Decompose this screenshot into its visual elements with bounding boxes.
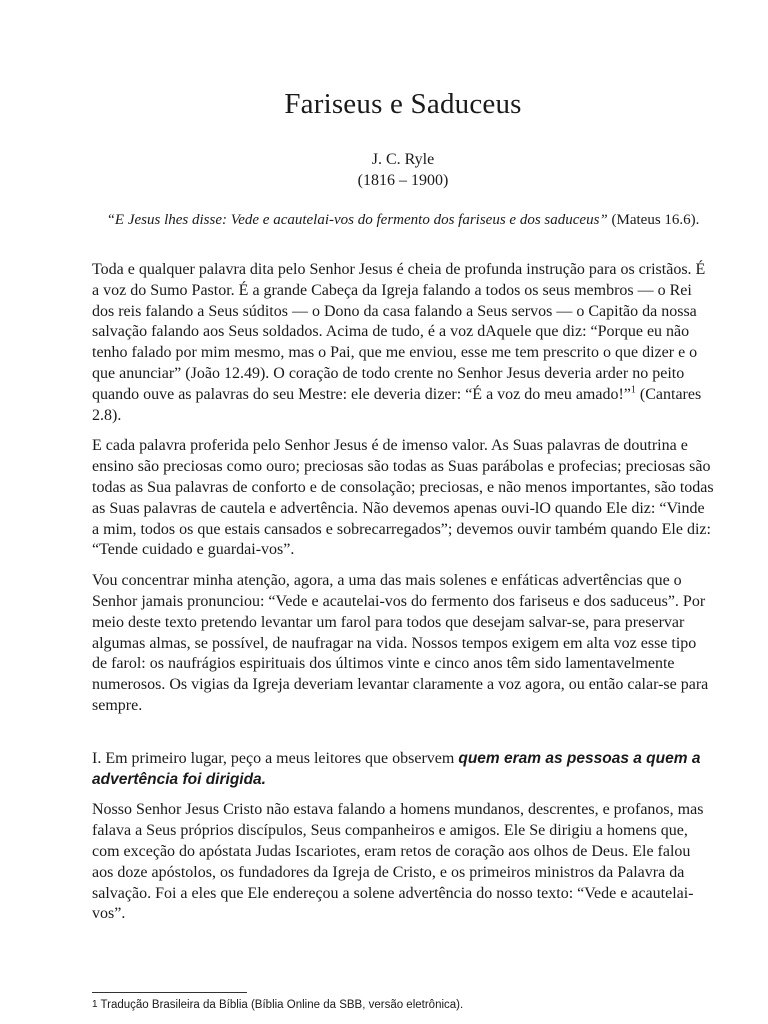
epigraph bbox=[92, 210, 714, 230]
paragraph-3: Vou concentrar minha atenção, agora, a uma das mais solenes e enfáticas advertências que o Senhor jamais pronunciou: “Vede e acautelai-vos do fermento dos fariseus e dos saduceus”. Por meio deste texto pretendo levantar um farol para todos que desejam salvar-se, para preservar algumas almas, se possível, de naufragar na vida. Nossos tempos exigem em alta voz esse tipo de farol: os naufrágios espirituais dos últimos vinte e cinco anos têm sido lamentavelmente numerosos. Os vigias da Igreja deveriam levantar claramente a voz agora, ou então calar-se para sempre. bbox=[92, 572, 709, 714]
footnote-reference[interactable]: 1 bbox=[630, 384, 636, 396]
footnote bbox=[92, 998, 463, 1012]
epigraph-reference: (Mateus 16.6). bbox=[611, 212, 700, 228]
author-block bbox=[92, 149, 714, 191]
author-name: J. C. Ryle bbox=[371, 151, 435, 168]
paragraph-1-text: Toda e qualquer palavra dita pelo Senhor Jesus é cheia de profunda instrução para os cristãos. É a voz do Sumo Pastor. É a grande Cabeça da Igreja falando a todos os seus membros — o Rei dos reis falando a Seus súditos — o Dono da casa falando a Seus servos — o Capitão da nossa salvação falando aos Seus soldados. Acima de tudo, é a voz dAquele que diz: “Porque eu não tenho falado por mim mesmo, mas o Pai, que me enviou, esse me tem prescrito o que dizer e o que anunciar” (João 12.49). O coração de todo crente no Senhor Jesus deveria arder no peito quando ouve as palavras do seu Mestre: ele deveria dizer: “É a voz do meu amado!” bbox=[92, 261, 706, 403]
document-title: Fariseus e Saduceus bbox=[284, 88, 522, 120]
epigraph-quote: “E Jesus lhes disse: Vede e acautelai-vos do fermento dos fariseus e dos saduceus” bbox=[106, 212, 608, 228]
paragraph-1 bbox=[92, 260, 714, 426]
footnote-divider bbox=[92, 992, 247, 993]
paragraph-1-tail: (Cantares 2.8). bbox=[92, 385, 702, 424]
document-page bbox=[92, 0, 714, 1024]
paragraph-2: E cada palavra proferida pelo Senhor Jesus é de imenso valor. As Suas palavras de doutrina e ensino são preciosas como ouro; preciosas são todas as Suas parábolas e profecias; preciosas são todas as Sua palavras de conforto e de consolação; preciosas, e não menos importantes, são todas as Suas palavras de cautela e advertência. Não devemos apenas ouvi-lO quando Ele diz: “Vinde a mim, todos os que estais cansados e sobrecarregados”; devemos ouvir também quando Ele diz: “Tende cuidado e guardai-vos”. bbox=[92, 437, 714, 559]
footnote-text: Tradução Brasileira da Bíblia (Bíblia Online da SBB, versão eletrônica). bbox=[97, 999, 464, 1011]
section-heading-intro: I. Em primeiro lugar, peço a meus leitores que observem bbox=[92, 749, 459, 767]
section-heading-1 bbox=[92, 749, 714, 791]
section-heading-emphasis: quem eram as pessoas a quem a advertência foi dirigida. bbox=[92, 749, 701, 788]
author-years: (1816 – 1900) bbox=[357, 172, 449, 189]
footnote-marker: 1 bbox=[92, 999, 98, 1010]
paragraph-5: Nosso Senhor Jesus Cristo não estava falando a homens mundanos, descrentes, e profanos, mas falava a Seus próprios discípulos, Seus companheiros e amigos. Ele Se dirigiu a homens que, com exceção do apóstata Judas Iscariotes, eram retos de coração aos olhos de Deus. Ele falou aos doze apóstolos, os fundadores da Igreja de Cristo, e os primeiros ministros da Palavra da salvação. Foi a eles que Ele endereçou a solene advertência do nosso texto: “Vede e acautelai-vos”. bbox=[92, 801, 704, 923]
body-text bbox=[92, 260, 714, 935]
